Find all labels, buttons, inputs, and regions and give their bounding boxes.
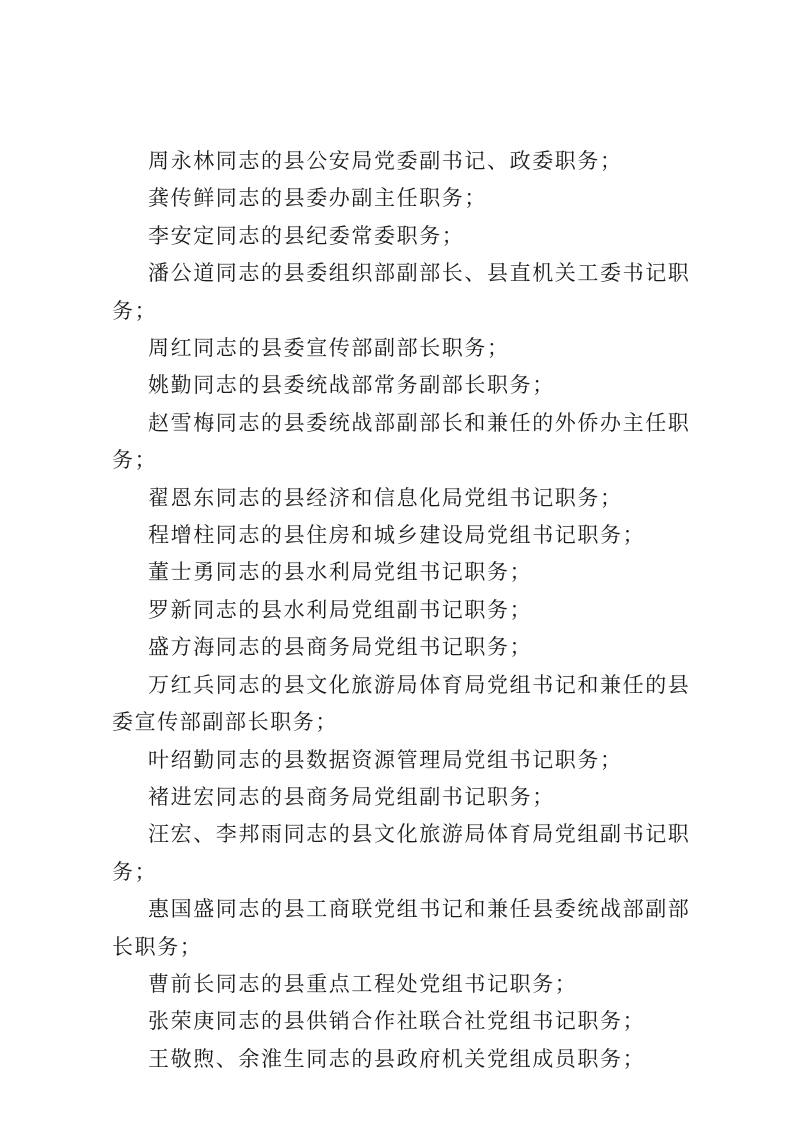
paragraph-16: 汪宏、李邦雨同志的县文化旅游局体育局党组副书记职务； [112,822,691,884]
paragraph-17: 惠国盛同志的县工商联党组书记和兼任县委统战部副部长职务； [112,897,691,959]
paragraph-3: 李安定同志的县纪委常委职务； [148,223,465,248]
paragraph-1: 周永林同志的县公安局党委副书记、政委职务； [148,149,623,173]
paragraph-14: 叶绍勤同志的县数据资源管理局党组书记职务； [148,747,623,772]
paragraph-18: 曹前长同志的县重点工程处党组书记职务； [148,971,578,996]
paragraph-11: 罗新同志的县水利局党组副书记职务； [148,597,533,622]
paragraph-8: 翟恩东同志的县经济和信息化局党组书记职务； [148,485,623,510]
paragraph-15: 褚进宏同志的县商务局党组副书记职务； [148,784,555,809]
paragraph-20: 王敬煦、余淮生同志的县政府机关党组成员职务； [148,1046,646,1071]
paragraph-12: 盛方海同志的县商务局党组书记职务； [148,635,533,660]
paragraph-10: 董士勇同志的县水利局党组书记职务； [148,560,533,585]
document-body [112,143,702,1078]
paragraph-4: 潘公道同志的县委组织部副部长、县直机关工委书记职务； [112,261,691,323]
paragraph-13: 万红兵同志的县文化旅游局体育局党组书记和兼任的县委宣传部副部长职务； [112,672,691,735]
paragraph-5: 周红同志的县委宣传部副部长职务； [148,336,510,361]
paragraph-7: 赵雪梅同志的县委统战部副部长和兼任的外侨办主任职务； [112,410,691,473]
paragraph-2: 龚传鲜同志的县委办副主任职务； [148,186,487,211]
paragraph-9: 程增柱同志的县住房和城乡建设局党组书记职务； [148,523,646,548]
paragraph-19: 张荣庚同志的县供销合作社联合社党组书记职务； [148,1009,646,1034]
paragraph-6: 姚勤同志的县委统战部常务副部长职务； [148,373,555,398]
